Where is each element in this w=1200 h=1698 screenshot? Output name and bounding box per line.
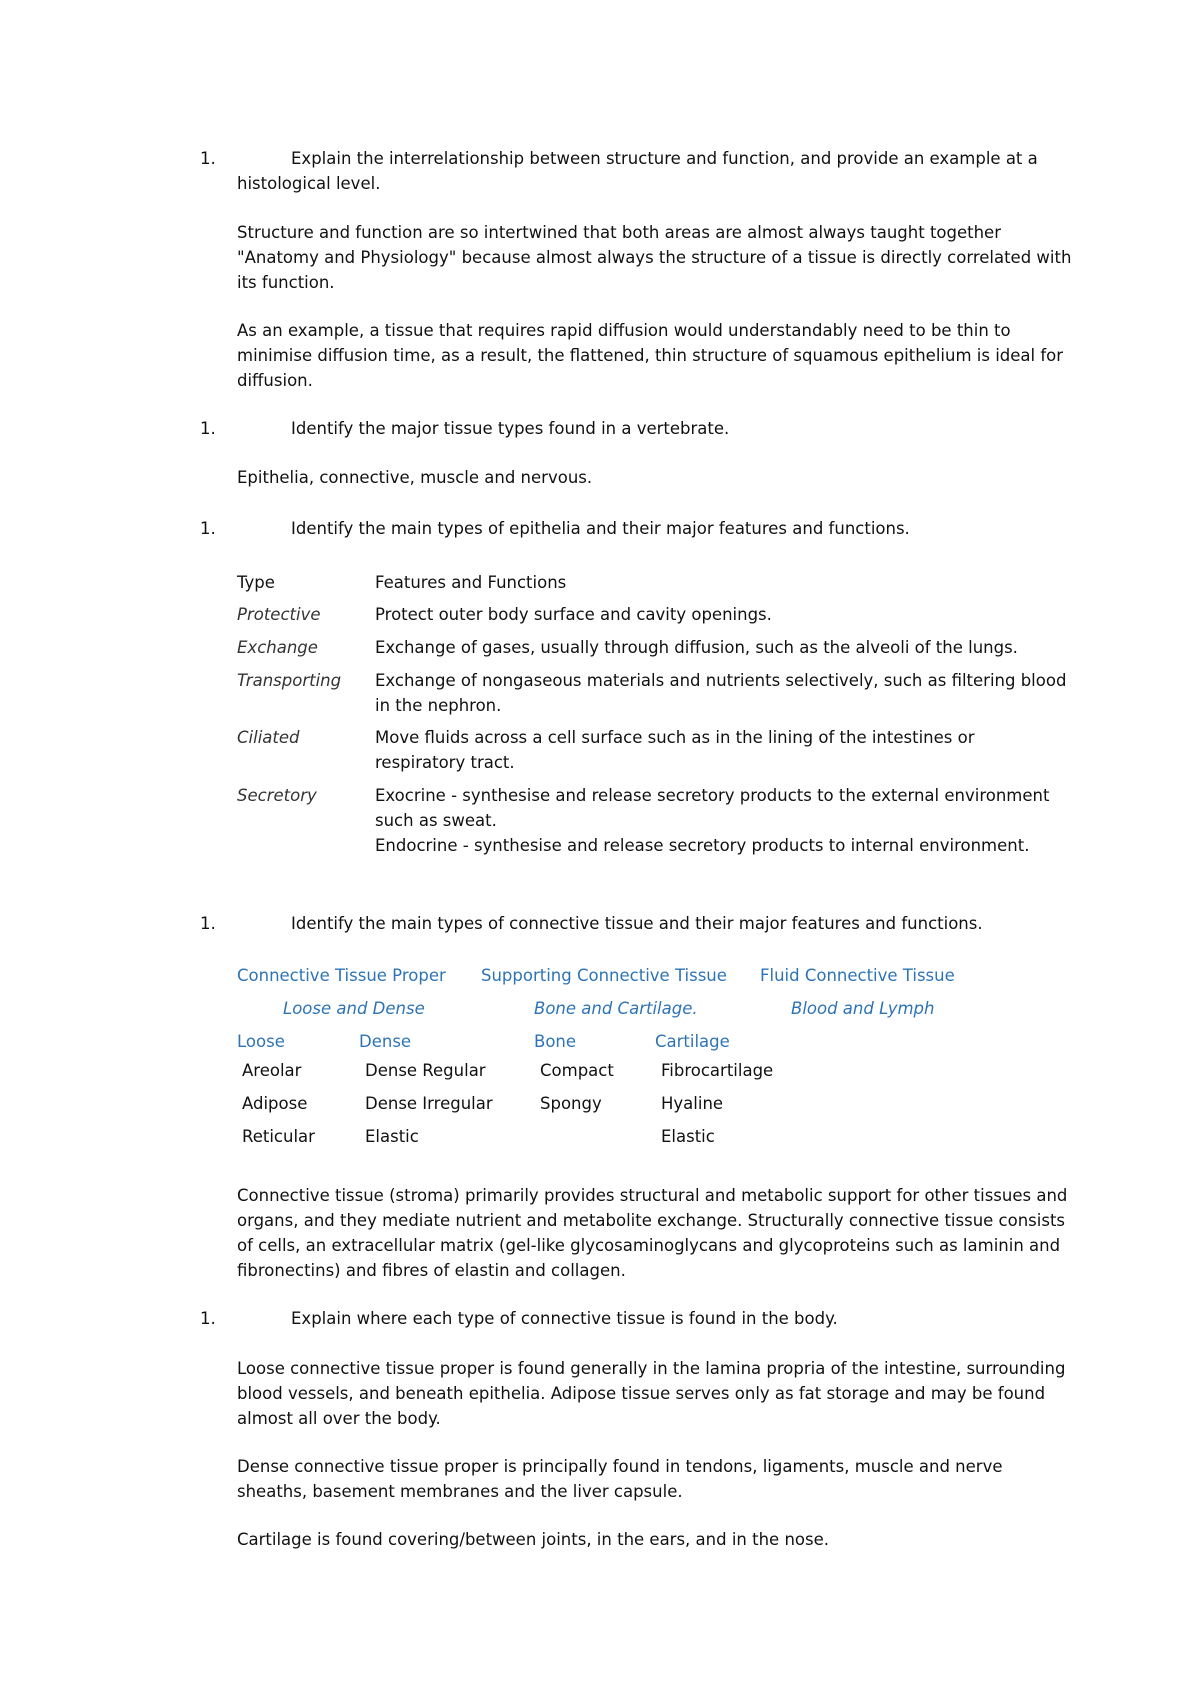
category-subheading-supporting: Bone and Cartilage. — [534, 999, 698, 1018]
list-item: Dense Irregular — [365, 1094, 493, 1113]
table-cell-type: Exchange — [237, 638, 318, 657]
column-title-loose: Loose — [237, 1032, 285, 1051]
table-cell-type: Protective — [237, 605, 321, 624]
table-header-features: Features and Functions — [375, 573, 567, 592]
table-cell-type: Ciliated — [237, 728, 300, 747]
question-text: Explain where each type of connective tissue is found in the body. — [291, 1309, 838, 1328]
list-item: Fibrocartilage — [661, 1061, 774, 1080]
category-heading-fluid: Fluid Connective Tissue — [760, 966, 955, 985]
list-item: Elastic — [365, 1127, 419, 1146]
column-title-dense: Dense — [359, 1032, 412, 1051]
answer-paragraph: As an example, a tissue that requires rapid diffusion would understandably need to be thin to minimise diffusion time, as a result, the flattened, thin structure of squamous epithelium is ideal for diffusion. — [237, 321, 1064, 390]
table-cell-type: Transporting — [237, 671, 342, 690]
category-heading-proper: Connective Tissue Proper — [237, 966, 446, 985]
list-item: Compact — [540, 1061, 614, 1080]
list-item: Spongy — [540, 1094, 602, 1113]
list-number: 1. — [200, 419, 216, 438]
list-number: 1. — [200, 914, 216, 933]
category-subheading-proper: Loose and Dense — [283, 999, 425, 1018]
question-text: Identify the main types of connective tissue and their major features and functions. — [291, 914, 983, 933]
answer-paragraph: Epithelia, connective, muscle and nervous. — [237, 468, 593, 487]
list-item: Dense Regular — [365, 1061, 486, 1080]
table-header-type: Type — [237, 573, 275, 592]
list-item: Areolar — [242, 1061, 302, 1080]
answer-paragraph: Cartilage is found covering/between joints, in the ears, and in the nose. — [237, 1530, 829, 1549]
table-cell-type: Secretory — [237, 786, 317, 805]
document-page: 1. Explain the interrelationship between structure and function, and provide an example at a histological level. Structure and function are so intertwined that both areas are almost always taught together "Anatomy and Physiology" because almost always the structure of a tissue is directly correlated with its function. As an example, a tissue that requires rapid diffusion would understandably need to be thin to minimise diffusion time, as a result, the flattened, thin structure of squamous epithelium is ideal for diffusion. 1. Identify the major tissue types found in a vertebrate. Epithelia, connective, muscle and nervous. 1. Identify the main types of epithelia and their major features and functions. Type Features and Functions Protective Protect outer body surface and cavity openings. Exchange Exchange of gases, usually through diffusion, such as the alveoli of the lungs. Transporting Exchange of nongaseous materials and nutrients selectively, such as filtering blood in the nephron. Ciliated Move fluids across a cell surface such as in the lining of the intestines or respiratory tract. Secretory Exocrine - synthesise and release secretory products to the external environment such as sweat. Endocrine - synthesise and release secretory products to internal environment. 1. Identify the main types of connective tissue and their major features and functions. Connective Tissue Proper Supporting Connective Tissue Fluid Connective Tissue Loose and Dense Bone and Cartilage. Blood and Lymph Loose Dense Bone Cartilage Areolar Adipose Reticular Dense Regular Dense Irregular Elastic Compact Spongy Fibrocartilage Hyaline Elastic Connective tissue (stroma) primarily provides structural and metabolic support for other tissues and organs, and they mediate nutrient and metabolite exchange. Structurally connective tissue consists of cells, an extracellular matrix (gel-like glycosaminoglycans and glycoproteins such as laminin and fibronectins) and fibres of elastin and collagen. 1. Explain where each type of connective tissue is found in the body. Loose connective tissue proper is found generally in the lamina propria of the intestine, surrounding blood vessels, and beneath epithelia. Adipose tissue serves only as fat storage and may be found almost all over the body. Dense connective tissue proper is principally found in tendons, ligaments, muscle and nerve sheaths, basement membranes and the liver capsule. Cartilage is found covering/between joints, in the ears, and in the nose. — [0, 0, 1200, 1698]
column-title-bone: Bone — [534, 1032, 577, 1051]
answer-paragraph: Connective tissue (stroma) primarily provides structural and metabolic support for other tissues and organs, and they mediate nutrient and metabolite exchange. Structurally connective tissue consists of cells, an extracellular matrix (gel-like glycosaminoglycans and glycoproteins such as laminin and fibronectins) and fibres of elastin and collagen. — [237, 1186, 1068, 1280]
answer-paragraph: Loose connective tissue proper is found generally in the lamina propria of the intestine, surrounding blood vessels, and beneath epithelia. Adipose tissue serves only as fat storage and may be found almost all over the body. — [237, 1359, 1066, 1428]
list-item: Adipose — [242, 1094, 308, 1113]
list-item: Hyaline — [661, 1094, 724, 1113]
answer-paragraph: Structure and function are so intertwined that both areas are almost always taught together "Anatomy and Physiology" because almost always the structure of a tissue is directly correlated with its function. — [237, 223, 1072, 292]
question-text-cont: histological level. — [237, 174, 381, 193]
list-number: 1. — [200, 519, 216, 538]
list-item: Reticular — [242, 1127, 315, 1146]
list-item: Elastic — [661, 1127, 715, 1146]
list-number: 1. — [200, 149, 216, 168]
column-title-cartilage: Cartilage — [655, 1032, 730, 1051]
category-heading-supporting: Supporting Connective Tissue — [481, 966, 727, 985]
question-text: Explain the interrelationship between structure and function, and provide an example at a — [291, 149, 1038, 168]
list-number: 1. — [200, 1309, 216, 1328]
question-text: Identify the major tissue types found in a vertebrate. — [291, 419, 730, 438]
category-subheading-fluid: Blood and Lymph — [791, 999, 935, 1018]
question-text: Identify the main types of epithelia and their major features and functions. — [291, 519, 910, 538]
answer-paragraph: Dense connective tissue proper is principally found in tendons, ligaments, muscle and nerve sheaths, basement membranes and the liver capsule. — [237, 1457, 1003, 1501]
